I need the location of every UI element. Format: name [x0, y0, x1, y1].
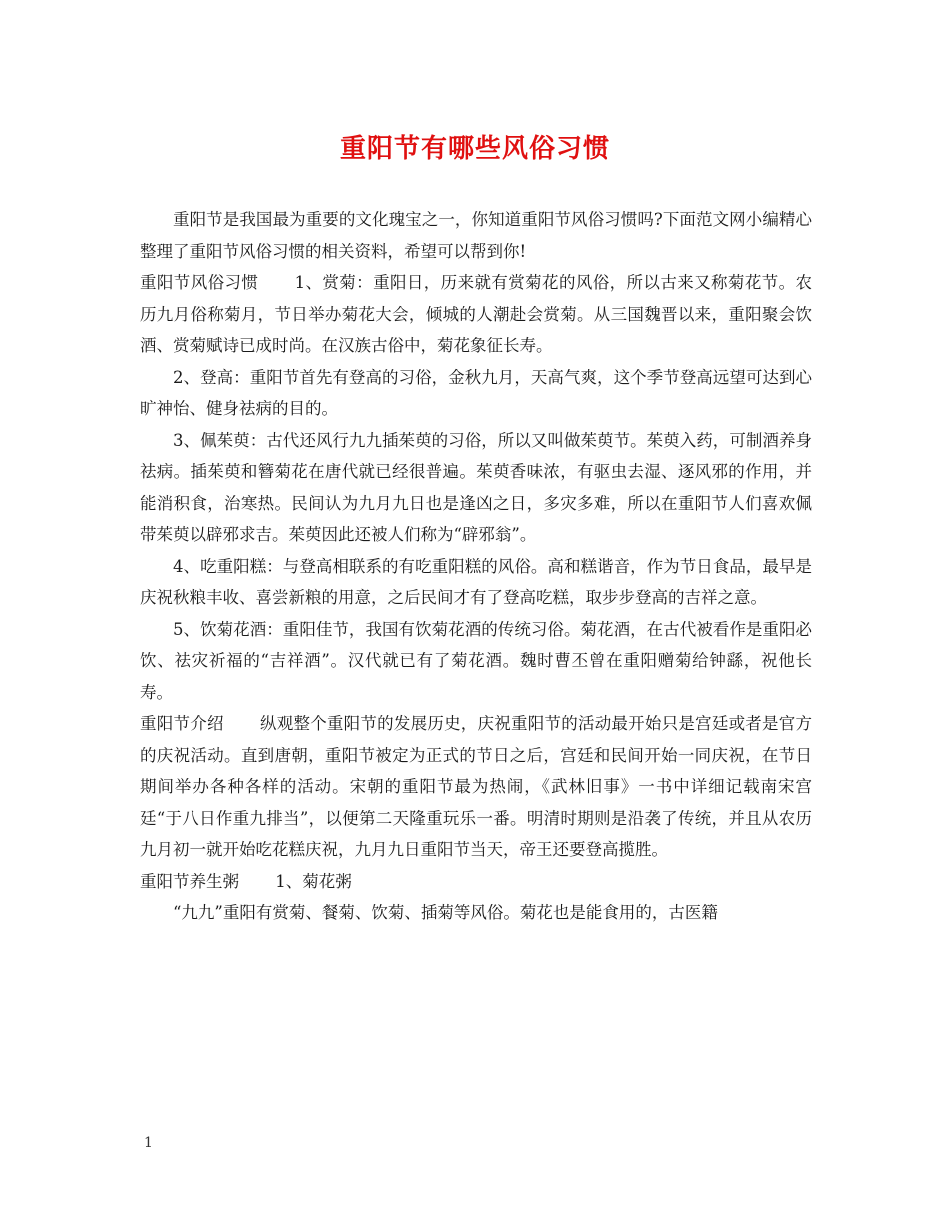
porridge-heading: 重阳节养生粥 [140, 871, 239, 891]
porridge-item-1-text: “九九”重阳有赏菊、餐菊、饮菊、插菊等风俗。菊花也是能食用的，古医籍 [173, 903, 718, 922]
customs-item-4: 4、吃重阳糕：与登高相联系的有吃重阳糕的风俗。高和糕谐音，作为节日食品，最早是庆祝秋粮丰收、喜尝新粮的用意，之后民间才有了登高吃糕，取步步登高的吉祥之意。 [140, 556, 812, 607]
intro-section-heading: 重阳节介绍 [140, 714, 224, 733]
page-number: 1 [144, 1135, 153, 1151]
customs-item-3: 3、佩茱萸：古代还风行九九插茱萸的习俗，所以又叫做茱萸节。茱萸入药，可制酒养身祛病。插茱萸和簪菊花在唐代就已经很普遍。茱萸香味浓，有驱虫去湿、逐风邪的作用，并能消积食，治寒热。民间认为九月九日也是逢凶之日，多灾多难，所以在重阳节人们喜欢佩带茱萸以辟邪求吉。茱萸因此还被人们称为“辟邪翁”。 [140, 430, 812, 544]
customs-item-2: 2、登高：重阳节首先有登高的习俗，金秋九月，天高气爽，这个季节登高远望可达到心旷神怡、健身祛病的目的。 [140, 367, 812, 418]
customs-paragraph-1 [140, 267, 812, 362]
intro-section-paragraph [140, 708, 812, 866]
page-title: 重阳节有哪些风俗习惯 [339, 134, 610, 164]
customs-item-1: 1、赏菊：重阳日，历来就有赏菊花的风俗，所以古来又称菊花节。农历九月俗称菊月，节日举办菊花大会，倾城的人潮赴会赏菊。从三国魏晋以来，重阳聚会饮酒、赏菊赋诗已成时尚。在汉族古俗中，菊花象征长寿。 [140, 273, 813, 355]
intro-section-text: 纵观整个重阳节的发展历史，庆祝重阳节的活动最开始只是宫廷或者是官方的庆祝活动。直到唐朝，重阳节被定为正式的节日之后，宫廷和民间开始一同庆祝，在节日期间举办各种各样的活动。宋朝的重阳节最为热闹，《武林旧事》一书中详细记载南宋宫廷“于八日作重九排当”，以便第二天隆重玩乐一番。明清时期则是沿袭了传统，并且从农历九月初一就开始吃花糕庆祝，九月九日重阳节当天，帝王还要登高揽胜。 [140, 714, 813, 859]
intro-paragraph: 重阳节是我国最为重要的文化瑰宝之一，你知道重阳节风俗习惯吗?下面范文网小编精心整理了重阳节风俗习惯的相关资料，希望可以帮到你! [140, 210, 812, 261]
customs-item-5: 5、饮菊花酒：重阳佳节，我国有饮菊花酒的传统习俗。菊花酒，在古代被看作是重阳必饮、祛灾祈福的“吉祥酒”。汉代就已有了菊花酒。魏时曹丕曾在重阳赠菊给钟繇，祝他长寿。 [140, 619, 812, 702]
customs-heading: 重阳节风俗习惯 [140, 273, 259, 292]
porridge-heading-line [140, 866, 812, 898]
document-body [140, 204, 812, 929]
porridge-item-1-title: 1、菊花粥 [275, 871, 352, 891]
